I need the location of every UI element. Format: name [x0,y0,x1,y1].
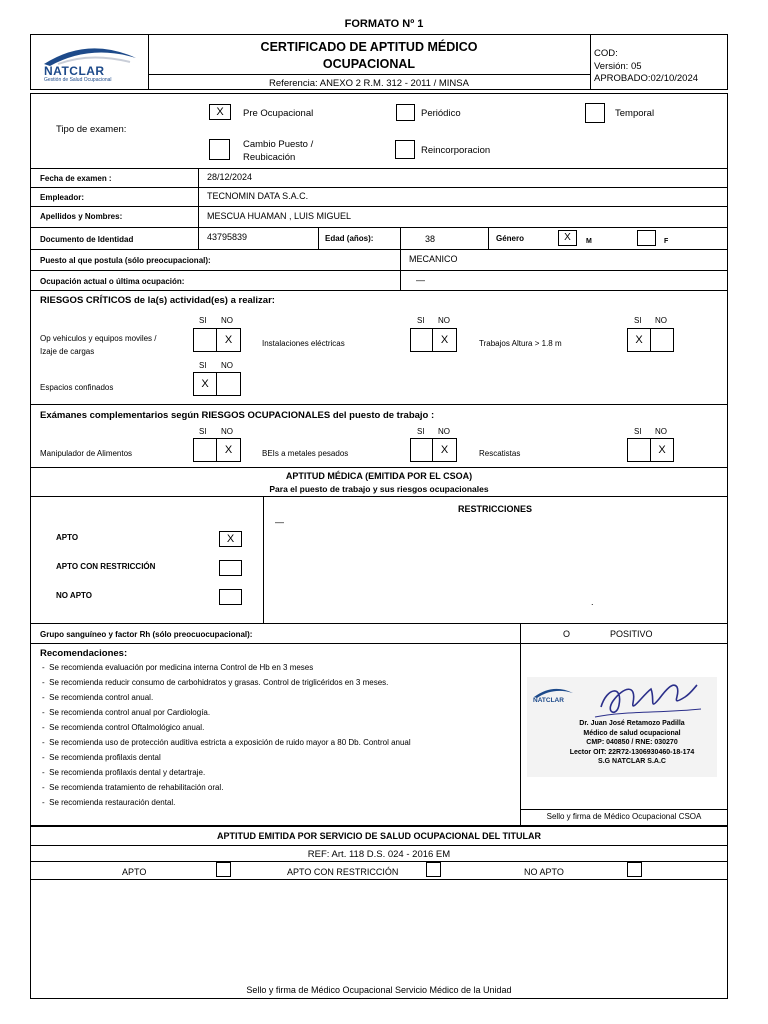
exam-no-header: NO [655,427,667,436]
cod-label: COD: [594,48,618,59]
risk-si-header: SI [199,316,207,325]
risk-no-header: NO [438,316,450,325]
age-label: Edad (años): [325,234,374,243]
recommendations-list [42,663,520,813]
recommendation-item: - Se recomienda control Oftalmológico anual. [42,723,205,732]
gender-m-label: M [586,238,592,245]
position-value: MECANICO [409,254,458,264]
risk-no-header: NO [655,316,667,325]
natclar-logo: NATCLAR Gestión de Salud Ocupacional [38,42,142,86]
doctor-stamp [527,677,717,777]
exam-si-checkbox[interactable] [193,438,217,462]
risk-no-checkbox[interactable]: X [216,328,241,352]
titular-ref: REF: Art. 118 D.S. 024 - 2016 EM [307,849,451,860]
risk-label: Trabajos Altura > 1.8 m [479,339,562,348]
exam-si-checkbox[interactable] [627,438,651,462]
gender-f-label: F [664,238,669,245]
no-apto-checkbox[interactable] [219,589,242,605]
recommendation-item: - Se recomienda tratamiento de rehabilitación oral. [42,783,224,792]
titular-title: APTITUD EMITIDA POR SERVICIO DE SALUD OCUPACIONAL DEL TITULAR [216,831,541,841]
cambio-puesto-checkbox[interactable] [209,139,230,160]
blood-label: Grupo sanguíneo y factor Rh (sólo preocuocupacional): [40,630,253,639]
name-label: Apellidos y Nombres: [40,212,123,221]
aptitude-title: APTITUD MÉDICA (EMITIDA POR EL CSOA) [285,471,473,481]
recommendation-item: - Se recomienda profilaxis dental y detartraje. [42,768,206,777]
blood-rh-value: POSITIVO [610,629,653,639]
pre-ocupacional-label: Pre Ocupacional [243,108,314,119]
recommendation-item: - Se recomienda profilaxis dental [42,753,161,762]
recommendation-item: - Se recomienda evaluación por medicina interna Control de Hb en 3 meses [42,663,314,672]
stamp-logo-text: NATCLAR [533,697,564,704]
risk-si-checkbox[interactable]: X [627,328,651,352]
recommendation-item: - Se recomienda uso de protección auditiva estricta a exposición de ruido mayor a 80 Db. Control anual [42,738,411,747]
approved-date: APROBADO:02/10/2024 [594,73,699,84]
temporal-checkbox[interactable] [585,103,605,123]
risk-label: Espacios confinados [40,383,114,392]
cambio-puesto-label: Cambio Puesto / Reubicación [243,139,314,163]
risk-label: Op vehiculos y equipos moviles / Izaje de cargas [40,334,157,356]
apto-checkbox[interactable]: X [219,531,242,547]
titular-apto-restriccion-label: APTO CON RESTRICCIÓN [287,867,399,877]
titular-footer: Sello y firma de Médico Ocupacional Servicio Médico de la Unidad [246,985,512,995]
gender-m-checkbox[interactable]: X [558,230,577,246]
aptitude-subtitle: Para el puesto de trabajo y sus riesgos ocupacionales [269,484,489,494]
gender-label: Género [496,234,525,243]
no-apto-label: NO APTO [56,591,93,600]
titular-no-apto-checkbox[interactable] [627,862,642,877]
apto-label: APTO [56,533,79,542]
doc-title-line1: CERTIFICADO DE APTITUD MÉDICO [260,40,478,54]
risk-label: Instalaciones eléctricas [262,339,345,348]
risk-no-header: NO [221,316,233,325]
exam-date-value: 28/12/2024 [207,172,253,182]
exams-title: Exámanes complementarios según RIESGOS OCUPACIONALES del puesto de trabajo : [40,410,435,421]
risks-title: RIESGOS CRÍTICOS de la(s) actividad(es) a realizar: [40,295,275,306]
risk-si-checkbox[interactable] [410,328,433,352]
restrictions-title: RESTRICCIONES [457,504,532,514]
periodico-checkbox[interactable] [396,104,415,121]
restrictions-value: — [275,517,284,527]
employer-value: TECNOMIN DATA S.A.C. [207,191,309,201]
name-value: MESCUA HUAMAN , LUIS MIGUEL [207,211,352,221]
exam-no-checkbox[interactable]: X [650,438,674,462]
temporal-label: Temporal [615,108,655,119]
stamp-caption: Sello y firma de Médico Ocupacional CSOA [546,812,702,821]
pre-ocupacional-checkbox[interactable]: X [209,104,231,120]
titular-apto-checkbox[interactable] [216,862,231,877]
occupation-value: — [416,275,425,285]
signature [593,677,703,725]
doc-title-line2: OCUPACIONAL [322,57,416,71]
form-number: FORMATO Nº 1 [344,18,424,30]
stamp-text: Dr. Juan José Retamozo Padilla Médico de salud ocupacional CMP: 040850 / RNE: 030270 Lector OIT: 22R72-1306930460-18-174 S.G NATCLAR S.A.C [569,720,695,765]
id-value: 43795839 [207,232,248,242]
risk-no-checkbox[interactable]: X [432,328,457,352]
recommendation-item: - Se recomienda restauración dental. [42,798,176,807]
apto-restriccion-checkbox[interactable] [219,560,242,576]
reincorporacion-checkbox[interactable] [395,140,415,159]
occupation-label: Ocupación actual o última ocupación: [40,277,185,286]
risk-no-checkbox[interactable] [216,372,241,396]
recommendation-item: - Se recomienda control anual por Cardiología. [42,708,211,717]
employer-label: Empleador: [40,193,85,202]
recommendations-title: Recomendaciones: [40,648,128,659]
risk-si-header: SI [634,316,642,325]
titular-apto-restriccion-checkbox[interactable] [426,862,441,877]
exam-si-header: SI [417,427,425,436]
exam-date-label: Fecha de examen : [40,174,112,183]
exam-label: Rescatistas [479,449,521,458]
exam-no-header: NO [438,427,450,436]
exam-si-header: SI [634,427,642,436]
exam-no-checkbox[interactable]: X [216,438,241,462]
exam-no-header: NO [221,427,233,436]
exam-label: BEIs a metales pesados [262,449,349,458]
recommendation-item: - Se recomienda reducir consumo de carbohidratos y grasas. Control de triglicéridos en 3 meses. [42,678,389,687]
exam-si-header: SI [199,427,207,436]
exam-no-checkbox[interactable]: X [432,438,457,462]
version: Versión: 05 [594,61,642,72]
risk-si-header: SI [417,316,425,325]
risk-si-checkbox[interactable] [193,328,217,352]
recommendation-item: - Se recomienda control anual. [42,693,154,702]
risk-no-checkbox[interactable] [650,328,674,352]
exam-si-checkbox[interactable] [410,438,433,462]
titular-no-apto-label: NO APTO [524,867,564,877]
reincorporacion-label: Reincorporacion [421,145,491,156]
risk-si-header: SI [199,361,207,370]
id-label: Documento de Identidad [40,235,134,244]
age-value: 38 [425,234,436,244]
apto-restriccion-label: APTO CON RESTRICCIÓN [56,562,156,571]
restrictions-dot: . [591,597,594,607]
periodico-label: Periódico [421,108,461,119]
position-label: Puesto al que postula (sólo preocupacional): [40,256,211,265]
exam-type-label: Tipo de examen: [56,124,127,135]
risk-no-header: NO [221,361,233,370]
exam-label: Manipulador de Alimentos [40,449,133,458]
blood-group-value: O [563,629,571,639]
risk-si-checkbox[interactable]: X [193,372,217,396]
reference: Referencia: ANEXO 2 R.M. 312 - 2011 / MINSA [269,78,469,89]
gender-f-checkbox[interactable] [637,230,656,246]
titular-apto-label: APTO [122,867,147,877]
